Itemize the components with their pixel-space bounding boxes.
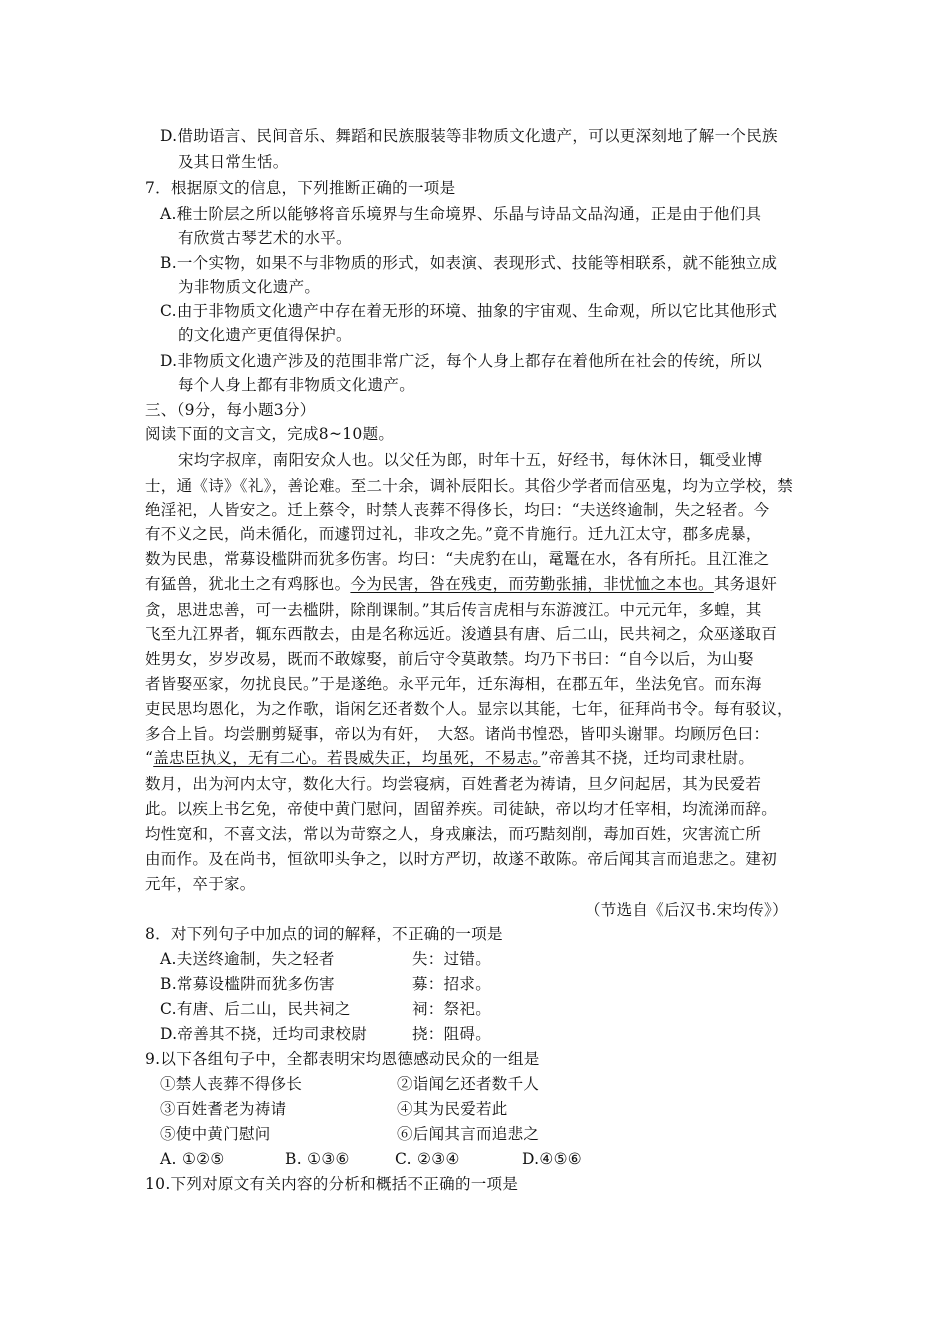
passage-line: 士，通《诗》《礼》，善论难。至二十余，调补辰阳长。其俗少学者而信巫鬼，均为立学校，禁 [145,477,794,495]
q8-stem: 8．对下列句子中加点的词的解释，不正确的一项是 [145,925,503,943]
passage-line: 姓男女，岁岁改易，既而不敢嫁娶，前后守令莫敢禁。均乃下书曰：“自今以后，为山娶 [145,650,754,668]
passage-line: 者皆娶巫家，勿扰良民。”于是遂绝。永平元年，迁东海相，在郡五年，坐法免官。而东海 [145,675,762,693]
q10-stem: 10.下列对原文有关内容的分析和概括不正确的一项是 [145,1175,519,1193]
q8-option-b: B.常募设槛阱而犹多伤害 [160,975,335,993]
underlined-sentence-1: 今为民害，咎在残吏，而劳勤张捕，非忧恤之本也。 [350,575,714,593]
q9-choice-d: D.④⑤⑥ [522,1150,582,1168]
passage-line: 吏民思均恩化，为之作歌，诣闲乞还者数个人。显宗以其能，七年，征拜尚书令。每有驳议， [145,700,793,718]
passage-text: ”帝善其不挠，迁均司隶杜尉。 [540,749,755,767]
q9-stem: 9.以下各组句子中，全都表明宋均恩德感动民众的一组是 [145,1050,540,1068]
passage-line: 多合上旨。均尝删剪疑事，帝以为有奸， 大怒。诸尚书惶恐，皆叩头谢罪。均顾厉色曰： [145,725,770,743]
passage-line: 飞至九江界者，辄东西散去，由是名称远近。浚遒县有唐、后二山，民共祠之，众巫遂取百 [145,625,778,643]
q8-option-d-gloss: 挠：阻碍。 [412,1025,492,1043]
q7-stem: 7．根据原文的信息，下列推断正确的一项是 [145,179,456,197]
section-3-instruction: 阅读下面的文言文，完成8~10题。 [145,425,395,443]
q9-choice-a: A. ①②⑤ [160,1150,225,1168]
q8-option-d: D.帝善其不挠，迁均司隶校尉 [160,1025,368,1043]
q7-option-b-line2: 为非物质文化遗产。 [178,278,321,296]
passage-text: “ [145,749,154,767]
q6-option-d-line1: D.借助语言、民间音乐、舞蹈和民族服装等非物质文化遗产，可以更深刻地了解一个民族 [160,127,778,145]
q7-option-b-line1: B.一个实物，如果不与非物质的形式，如表演、表现形式、技能等相联系，就不能独立成 [160,254,778,272]
q8-option-b-gloss: 募：招求。 [412,975,492,993]
q7-option-a-line1: A.稚士阶层之所以能够将音乐境界与生命境界、乐晶与诗品文品沟通，正是由于他们具 [160,205,762,223]
passage-line: 绝淫祀，人皆安之。迁上蔡令，时禁人丧葬不得侈长，均曰：“夫送终逾制，失之轻者。今 [145,501,770,519]
q9-choice-b: B. ①③⑥ [285,1150,350,1168]
passage-line [145,745,754,771]
passage-line: 宋均字叔庠，南阳安众人也。以父任为郎，时年十五，好经书，每休沐日，辄受业博 [178,451,763,469]
passage-source: （节选自《后汉书.宋均传》） [585,901,788,919]
passage-text: 有猛兽，犹北土之有鸡豚也。 [145,575,351,593]
q9-sentence-1: ①禁人丧葬不得侈长 [160,1075,303,1093]
passage-text: 其务退奸 [713,575,778,593]
section-3-header: 三、（9分，每小题3分） [145,401,316,419]
q8-option-a: A.夫送终逾制，失之轻者 [160,950,335,968]
q9-sentence-6: ⑥后闻其言而追悲之 [397,1125,540,1143]
q7-option-c-line1: C.由于非物质文化遗产中存在着无形的环境、抽象的宇宙观、生命观，所以它比其他形式 [160,302,778,320]
passage-line [145,571,777,597]
q9-sentence-3: ③百姓耆老为祷请 [160,1100,287,1118]
q7-option-d-line1: D.非物质文化遗产涉及的范围非常广泛，每个人身上都存在着他所在社会的传统，所以 [160,352,763,370]
q9-sentence-4: ④其为民爱若此 [397,1100,508,1118]
q6-option-d-line2: 及其日常生恬。 [178,153,289,171]
passage-line: 数为民患，常募设槛阱而犹多伤害。均曰：“夫虎豹在山，鼋鼍在水，各有所托。且江淮之 [145,550,770,568]
passage-line: 由而作。及在尚书，恒欲叩头争之，以时方严切，故遂不敢陈。帝后闻其言而追悲之。建初 [145,850,778,868]
passage-line: 贪，思进忠善，可一去槛阱，除削课制。”其后传言虎相与东游渡江。中元元年，多蝗，其 [145,601,762,619]
q8-option-c-gloss: 祠：祭祀。 [412,1000,492,1018]
passage-line: 有不义之民，尚未循化，而遽罚过礼，非攻之先。”竟不肯施行。迁九江太守，郡多虎暴， [145,525,762,543]
q7-option-c-line2: 的文化遗产更值得保护。 [178,326,352,344]
passage-line: 数月，出为河内太守，数化大行。均尝寝病，百姓耆老为祷请，旦夕问起居，其为民爱若 [145,775,762,793]
q7-option-d-line2: 每个人身上都有非物质文化遗产。 [178,376,416,394]
passage-line: 此。以疾上书乞免，帝使中黄门慰问，固留养疾。司徒缺，帝以均才任宰相，均流涕而辞。 [145,800,778,818]
underlined-sentence-2: 盖忠臣执义，无有二心。若畏威失正，均虽死，不易志。 [153,749,541,767]
passage-line: 均性宽和，不喜文法，常以为苛察之人，身戎廉法，而巧黠刻削，毒加百姓，灾害流亡所 [145,825,762,843]
q9-sentence-2: ②诣闻乞还者数千人 [397,1075,540,1093]
q8-option-a-gloss: 失：过错。 [412,950,492,968]
q7-option-a-line2: 有欣赏古琴艺术的水平。 [178,229,352,247]
q9-sentence-5: ⑤使中黄门慰问 [160,1125,271,1143]
q9-choice-c: C. ②③④ [395,1150,460,1168]
q8-option-c: C.有唐、后二山，民共祠之 [160,1000,351,1018]
passage-line: 元年，卒于家。 [145,875,256,893]
